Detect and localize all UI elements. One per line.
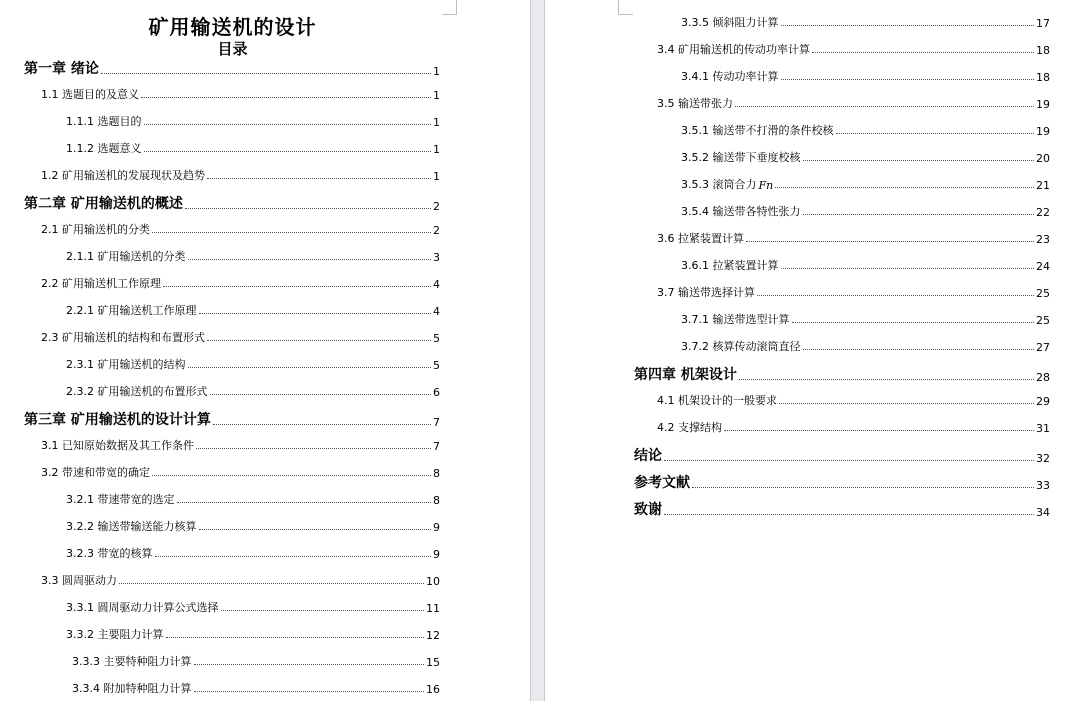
toc-entry-title: 3.2.3 带宽的核算 bbox=[66, 547, 153, 560]
toc-page-number: 1 bbox=[433, 89, 440, 102]
toc-entry-title: 4.1 机架设计的一般要求 bbox=[657, 394, 777, 407]
toc-page-number: 29 bbox=[1036, 395, 1050, 408]
toc-entry[interactable] bbox=[66, 141, 440, 156]
toc-entry-title: 2.2 矿用输送机工作原理 bbox=[41, 277, 161, 290]
toc-entry[interactable] bbox=[681, 339, 1050, 354]
toc-entry[interactable] bbox=[41, 330, 440, 345]
toc-page-number: 3 bbox=[433, 251, 440, 264]
toc-entry-title: 3.7.2 核算传动滚筒直径 bbox=[681, 340, 801, 353]
toc-leader-dots bbox=[152, 474, 431, 476]
toc-entry[interactable] bbox=[66, 357, 440, 372]
toc-entry-title: 2.1.1 矿用输送机的分类 bbox=[66, 250, 186, 263]
toc-entry-title: 1.1.2 选题意义 bbox=[66, 142, 142, 155]
toc-page-number: 4 bbox=[433, 305, 440, 318]
toc-leader-dots bbox=[210, 393, 432, 395]
toc-entry[interactable] bbox=[681, 69, 1050, 84]
toc-entry-title: 3.3.2 主要阻力计算 bbox=[66, 628, 164, 641]
toc-page-number: 33 bbox=[1036, 479, 1050, 492]
toc-entry[interactable] bbox=[681, 15, 1050, 30]
toc-entry-title: 致谢 bbox=[634, 502, 662, 518]
toc-page-number: 31 bbox=[1036, 422, 1050, 435]
toc-entry[interactable] bbox=[66, 627, 440, 642]
toc-leader-dots bbox=[803, 159, 1035, 161]
toc-entry-title: 4.2 支撑结构 bbox=[657, 421, 722, 434]
toc-page-number: 5 bbox=[433, 359, 440, 372]
toc-entry-title: 3.6 拉紧装置计算 bbox=[657, 232, 744, 245]
page-edge-left bbox=[530, 0, 531, 701]
toc-entry-title: 2.1 矿用输送机的分类 bbox=[41, 223, 150, 236]
toc-page-number: 24 bbox=[1036, 260, 1050, 273]
toc-leader-dots bbox=[664, 513, 1034, 515]
toc-leader-dots bbox=[735, 105, 1034, 107]
toc-page-number: 7 bbox=[433, 416, 440, 429]
toc-entry[interactable] bbox=[657, 42, 1050, 57]
toc-leader-dots bbox=[141, 96, 431, 98]
toc-entry[interactable] bbox=[41, 87, 440, 102]
toc-page-number: 11 bbox=[426, 602, 440, 615]
toc-entry-title: 3.5.3 滚筒合力 bbox=[681, 178, 757, 191]
toc-entry[interactable] bbox=[66, 600, 440, 615]
toc-entry-title: 3.7 输送带选择计算 bbox=[657, 286, 755, 299]
toc-entry-title: 3.7.1 输送带选型计算 bbox=[681, 313, 790, 326]
toc-entry-title: 3.6.1 拉紧装置计算 bbox=[681, 259, 779, 272]
toc-leader-dots bbox=[144, 150, 432, 152]
toc-entry[interactable] bbox=[41, 168, 440, 183]
toc-leader-dots bbox=[812, 51, 1034, 53]
toc-page-number: 1 bbox=[433, 170, 440, 183]
toc-entry-title: 3.5.1 输送带不打滑的条件校核 bbox=[681, 124, 834, 137]
toc-page-number: 19 bbox=[1036, 125, 1050, 138]
toc-page-number: 2 bbox=[433, 200, 440, 213]
toc-leader-dots bbox=[781, 267, 1035, 269]
toc-leader-dots bbox=[221, 609, 425, 611]
toc-entry-title: 参考文献 bbox=[634, 475, 690, 491]
toc-entry-title: 3.3.3 主要特种阻力计算 bbox=[72, 655, 192, 668]
toc-entry[interactable] bbox=[681, 204, 1050, 219]
formula-variable: Fn bbox=[758, 179, 774, 192]
toc-leader-dots bbox=[188, 258, 432, 260]
toc-entry-title: 3.5.2 输送带下垂度校核 bbox=[681, 151, 801, 164]
toc-entry-title: 3.4.1 传动功率计算 bbox=[681, 70, 779, 83]
toc-entry-title: 3.2 带速和带宽的确定 bbox=[41, 466, 150, 479]
toc-entry-title: 1.1.1 选题目的 bbox=[66, 115, 142, 128]
toc-leader-dots bbox=[163, 285, 431, 287]
toc-entry[interactable] bbox=[66, 492, 440, 507]
toc-page-number: 1 bbox=[433, 65, 440, 78]
toc-entry[interactable] bbox=[681, 123, 1050, 138]
toc-entry-title: 第四章 机架设计 bbox=[634, 367, 737, 383]
toc-page-number: 10 bbox=[426, 575, 440, 588]
toc-leader-dots bbox=[152, 231, 431, 233]
toc-page-number: 8 bbox=[433, 467, 440, 480]
toc-entry[interactable] bbox=[41, 465, 440, 480]
toc-heading: 目录 bbox=[217, 40, 248, 58]
toc-leader-dots bbox=[155, 555, 432, 557]
toc-entry-title: 2.3.2 矿用输送机的布置形式 bbox=[66, 385, 208, 398]
toc-entry-title: 3.4 矿用输送机的传动功率计算 bbox=[657, 43, 810, 56]
document-page-left bbox=[0, 0, 530, 701]
toc-leader-dots bbox=[724, 429, 1034, 431]
toc-page-number: 28 bbox=[1036, 371, 1050, 384]
toc-entry-title: 结论 bbox=[634, 448, 662, 464]
toc-entry-title: 第二章 矿用输送机的概述 bbox=[24, 196, 183, 212]
toc-entry[interactable] bbox=[66, 546, 440, 561]
toc-leader-dots bbox=[185, 207, 431, 209]
toc-entry-title: 3.5.4 输送带各特性张力 bbox=[681, 205, 801, 218]
toc-page-number: 9 bbox=[433, 521, 440, 534]
toc-entry[interactable] bbox=[657, 231, 1050, 246]
toc-page-number: 21 bbox=[1036, 179, 1050, 192]
toc-entry[interactable] bbox=[681, 177, 1050, 192]
toc-page-number: 17 bbox=[1036, 17, 1050, 30]
toc-entry-title: 3.1 已知原始数据及其工作条件 bbox=[41, 439, 194, 452]
toc-entry[interactable] bbox=[24, 411, 440, 429]
toc-page-number: 27 bbox=[1036, 341, 1050, 354]
toc-leader-dots bbox=[119, 582, 424, 584]
toc-leader-dots bbox=[213, 423, 431, 425]
margin-corner-mark bbox=[442, 0, 457, 15]
toc-page-number: 12 bbox=[426, 629, 440, 642]
toc-entry-title: 2.2.1 矿用输送机工作原理 bbox=[66, 304, 197, 317]
toc-entry[interactable] bbox=[41, 573, 440, 588]
toc-leader-dots bbox=[199, 528, 432, 530]
toc-leader-dots bbox=[199, 312, 432, 314]
toc-entry[interactable] bbox=[634, 366, 1050, 384]
toc-entry[interactable] bbox=[24, 60, 440, 78]
toc-entry[interactable] bbox=[634, 447, 1050, 465]
toc-leader-dots bbox=[188, 366, 432, 368]
toc-page-number: 25 bbox=[1036, 314, 1050, 327]
toc-entry-title: 第一章 绪论 bbox=[24, 61, 99, 77]
toc-page-number: 1 bbox=[433, 143, 440, 156]
toc-page-number: 4 bbox=[433, 278, 440, 291]
toc-leader-dots bbox=[166, 636, 425, 638]
toc-entry-title: 3.2.2 输送带输送能力核算 bbox=[66, 520, 197, 533]
toc-entry-title: 3.3.5 倾斜阻力计算 bbox=[681, 16, 779, 29]
toc-leader-dots bbox=[207, 339, 431, 341]
toc-entry[interactable] bbox=[657, 96, 1050, 111]
toc-entry[interactable] bbox=[41, 276, 440, 291]
toc-leader-dots bbox=[101, 72, 431, 74]
toc-entry[interactable] bbox=[66, 384, 440, 399]
toc-entry-title: 3.5 输送带张力 bbox=[657, 97, 733, 110]
toc-leader-dots bbox=[779, 402, 1034, 404]
toc-leader-dots bbox=[792, 321, 1035, 323]
toc-entry[interactable] bbox=[657, 393, 1050, 408]
toc-entry[interactable] bbox=[657, 420, 1050, 435]
toc-leader-dots bbox=[692, 486, 1034, 488]
toc-entry[interactable] bbox=[41, 438, 440, 453]
toc-leader-dots bbox=[803, 213, 1035, 215]
toc-entry[interactable] bbox=[634, 474, 1050, 492]
toc-page-number: 22 bbox=[1036, 206, 1050, 219]
toc-leader-dots bbox=[196, 447, 431, 449]
toc-entry[interactable] bbox=[681, 150, 1050, 165]
toc-entry[interactable] bbox=[41, 222, 440, 237]
toc-entry[interactable] bbox=[66, 249, 440, 264]
toc-leader-dots bbox=[739, 378, 1034, 380]
toc-leader-dots bbox=[177, 501, 432, 503]
toc-leader-dots bbox=[194, 690, 425, 692]
toc-page-number: 32 bbox=[1036, 452, 1050, 465]
toc-page-number: 8 bbox=[433, 494, 440, 507]
toc-page-number: 34 bbox=[1036, 506, 1050, 519]
document-page-right bbox=[545, 0, 1073, 701]
toc-entry[interactable] bbox=[72, 654, 440, 669]
toc-entry[interactable] bbox=[681, 258, 1050, 273]
toc-page-number: 6 bbox=[433, 386, 440, 399]
toc-entry[interactable] bbox=[66, 303, 440, 318]
toc-entry[interactable] bbox=[66, 114, 440, 129]
toc-leader-dots bbox=[836, 132, 1035, 134]
toc-entry-title: 3.3.4 附加特种阻力计算 bbox=[72, 682, 192, 695]
toc-entry[interactable] bbox=[72, 681, 440, 696]
toc-page-number: 18 bbox=[1036, 44, 1050, 57]
page-gutter bbox=[530, 0, 545, 701]
toc-page-number: 1 bbox=[433, 116, 440, 129]
toc-page-number: 18 bbox=[1036, 71, 1050, 84]
toc-entry-title: 2.3.1 矿用输送机的结构 bbox=[66, 358, 186, 371]
toc-leader-dots bbox=[664, 459, 1034, 461]
toc-entry[interactable] bbox=[66, 519, 440, 534]
toc-entry-title: 2.3 矿用输送机的结构和布置形式 bbox=[41, 331, 205, 344]
toc-entry[interactable] bbox=[657, 285, 1050, 300]
toc-leader-dots bbox=[194, 663, 425, 665]
document-title: 矿用输送机的设计 bbox=[148, 15, 317, 39]
toc-leader-dots bbox=[144, 123, 432, 125]
toc-page-number: 16 bbox=[426, 683, 440, 696]
toc-page-number: 20 bbox=[1036, 152, 1050, 165]
toc-entry-title: 1.1 选题目的及意义 bbox=[41, 88, 139, 101]
toc-leader-dots bbox=[757, 294, 1034, 296]
toc-entry[interactable] bbox=[681, 312, 1050, 327]
toc-page-number: 19 bbox=[1036, 98, 1050, 111]
toc-entry[interactable] bbox=[634, 501, 1050, 519]
toc-entry-title: 3.3 圆周驱动力 bbox=[41, 574, 117, 587]
margin-corner-mark bbox=[618, 0, 633, 15]
toc-leader-dots bbox=[781, 78, 1035, 80]
toc-page-number: 23 bbox=[1036, 233, 1050, 246]
toc-entry-title: 3.3.1 圆周驱动力计算公式选择 bbox=[66, 601, 219, 614]
toc-page-number: 7 bbox=[433, 440, 440, 453]
toc-leader-dots bbox=[781, 24, 1035, 26]
toc-leader-dots bbox=[207, 177, 431, 179]
toc-entry[interactable] bbox=[24, 195, 440, 213]
toc-page-number: 15 bbox=[426, 656, 440, 669]
toc-entry-title: 1.2 矿用输送机的发展现状及趋势 bbox=[41, 169, 205, 182]
toc-leader-dots bbox=[775, 186, 1034, 188]
toc-page-number: 5 bbox=[433, 332, 440, 345]
toc-entry-title: 3.2.1 带速带宽的选定 bbox=[66, 493, 175, 506]
toc-leader-dots bbox=[803, 348, 1035, 350]
toc-page-number: 25 bbox=[1036, 287, 1050, 300]
toc-page-number: 9 bbox=[433, 548, 440, 561]
toc-leader-dots bbox=[746, 240, 1034, 242]
toc-page-number: 2 bbox=[433, 224, 440, 237]
toc-entry-title: 第三章 矿用输送机的设计计算 bbox=[24, 412, 211, 428]
